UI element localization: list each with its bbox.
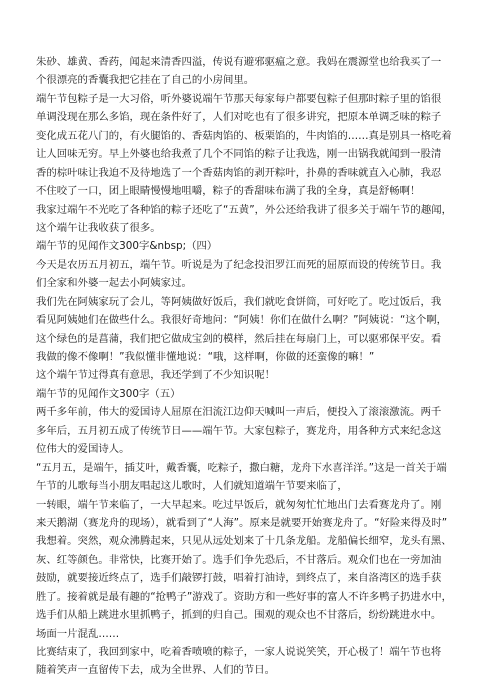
text-line: 我想着。突然，观众沸腾起来，只见从远处划来了十几条龙船。龙船偏长细窄，龙头有黑、 <box>36 535 452 548</box>
text-line: 今天是农历五月初五，端午节。听说是为了纪念投汨罗江而死的屈原而设的传统节日。我 <box>36 258 442 271</box>
text-line: 这个端午节过得真有意思，我还学到了不少知识呢！ <box>36 369 275 382</box>
text-line: “五月五，是端午，插艾叶，戴香囊，吃粽子，撒白糖，龙舟下水喜洋洋。”这是一首关于端 <box>36 461 447 474</box>
text-line: 鼓励，就要接近终点了，选手们敲锣打鼓，唱着打油诗，到终点了，来自洛湾区的选手获 <box>36 572 442 585</box>
text-line: 两千多年前，伟大的爱国诗人屈原在汨流江边仰天喊叫一声后，便投入了滚滚激流。两千 <box>36 406 442 419</box>
text-line: 端午节的见闻作文300字&nbsp;（四） <box>36 240 218 253</box>
text-line: 位伟大的爱国诗人。 <box>36 443 130 456</box>
text-line: 看见阿姨她们在做些什么。我很好奇地问：“阿姨！你们在做什么啊？”阿姨说：“这个啊， <box>36 314 447 327</box>
text-line: 端午节包粽子是一大习俗，听外婆说端午节那天每家每户都要包粽子但那时粽子里的馅很 <box>36 92 442 105</box>
text-line: 端午节的见闻作文300字（五） <box>36 387 181 400</box>
text-line: 午节的儿歌每当小朋友唱起这儿歌时，人们就知道端午节要来临了， <box>36 480 348 493</box>
text-line: 随着笑声一直留传下去，成为全世界、人们的节日。 <box>36 664 275 677</box>
text-line: 这个端午让我收获了很多。 <box>36 221 161 234</box>
text-line: 多年后，五月初五成了传统节日——端午节。大家包粽子，赛龙舟，用各种方式来纪念这 <box>36 424 442 437</box>
text-line: 变化成五花八门的，有火腿馅的、香菇肉馅的、板栗馅的，牛肉馅的……真是别具一格吃着 <box>36 129 452 142</box>
text-line: 香的棕叶味让我迫不及待地选了一个香菇肉馅的剥开粽叶，扑鼻的香味就直入心肺，我忍 <box>36 166 442 179</box>
text-line: 比赛结束了，我回到家中，吃着香喷喷的粽子，一家人说说笑笑，开心极了！端午节也将 <box>36 646 442 658</box>
text-line: 朱砂、雄黄、香药，闻起来清香四溢，传说有避邪驱瘟之意。我妈在震源堂也给我买了一 <box>36 56 442 68</box>
text-line: 不住咬了一口，团上眼睛慢慢地咀嚼，粽子的香甜味布满了我的全身，真是舒畅啊！ <box>36 185 421 198</box>
text-line: 让人回味无穷。早上外婆也给我煮了几个不同馅的粽子让我选，刚一出锅我就闻到一股清 <box>36 148 442 161</box>
text-line: 个很漂亮的香囊我把它挂在了自己的小房间里。 <box>36 74 255 87</box>
text-line: 我们先在阿姨家玩了会儿，等阿姨做好饭后，我们就吃食饼筒，可好吃了。吃过饭后，我 <box>36 295 442 308</box>
text-line: 这个绿色的是菖蒲，我们把它做成宝剑的模样，然后挂在每扇门上，可以驱邪保平安。看 <box>36 332 442 345</box>
text-line: 一转眼，端午节来临了，一大早起来。吃过早饭后，就匆匆忙忙地出门去看赛龙舟了。刚 <box>36 498 442 511</box>
text-line: 来天鹅湖（赛龙舟的现场），就看到了“人海”。原来是就要开始赛龙舟了。“好险来得及时” <box>36 516 448 529</box>
text-line: 灰、红等颜色。非常快，比赛开始了。选手们争先恐后，不甘落后。观众们也在一旁加油 <box>36 553 442 566</box>
text-line: 胜了。接着就是最有趣的“抢鸭子”游戏了。资助方和一些好事的富人不许多鸭子扔进水中， <box>36 590 452 603</box>
text-line: 们全家和外婆一起去小阿姨家过。 <box>36 277 192 290</box>
text-line: 我家过端午不光吃了各种馅的粽子还吃了“五黄”，外公还给我讲了很多关于端午节的趣闻， <box>36 203 452 216</box>
text-line: 我做的像不像啊！”我似懂非懂地说：“哦，这样啊，你做的还蛮像的嘛！” <box>36 351 375 363</box>
text-line: 场面一片混乱…… <box>36 627 120 640</box>
text-line: 单调没现在那么多馅，现在条件好了，人们对吃也有了很多讲究，把原本单调乏味的粽子 <box>36 111 442 124</box>
text-line: 选手们从船上跳进水里抓鸭子，抓到的归自己。围观的观众也不甘落后，纷纷跳进水中。 <box>36 609 442 622</box>
article-body <box>36 53 466 680</box>
